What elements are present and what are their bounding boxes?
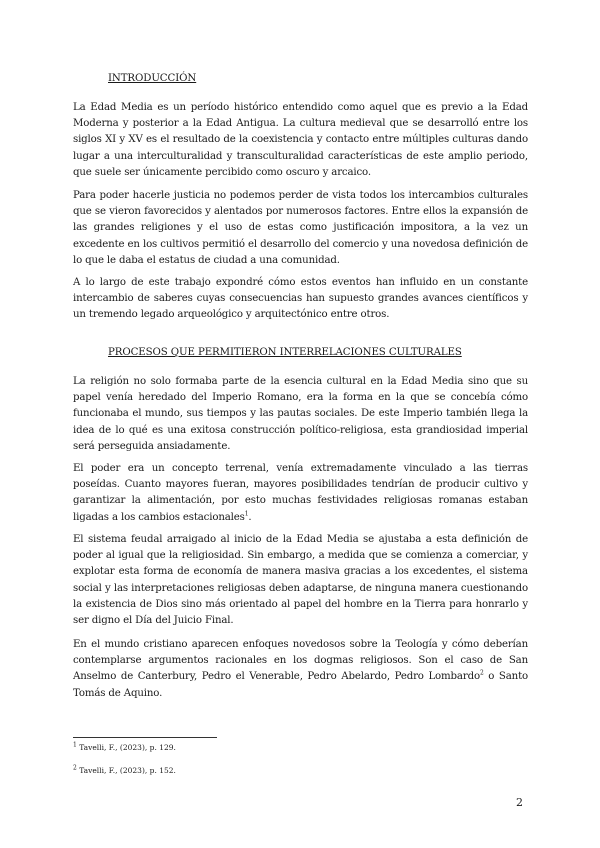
footnote-mark: 2	[73, 764, 77, 772]
footnote-1	[73, 743, 176, 753]
paragraph-end: o Santo Tomás de Aquino.	[73, 671, 528, 699]
intro-paragraph-2	[73, 188, 528, 269]
procesos-paragraph-3	[73, 532, 528, 629]
paragraph-text: La Edad Media es un período histórico entendido como aquel que es previo a la Edad Moderna y posterior a la Edad Antigua. La cultura medieval que se desarrolló entre los siglos XI y XV es el resultado de la coexistencia y contacto entre múltiples culturas dando lugar a una interculturalidad y transculturalidad características de este amplio periodo, que suele ser únicamente percibido como oscuro y arcaico.	[73, 102, 528, 178]
intro-paragraph-1	[73, 100, 528, 181]
page-number: 2	[516, 796, 523, 809]
section-heading-procesos: PROCESOS QUE PERMITIERON INTERRELACIONES CULTURALES	[108, 347, 462, 358]
footnote-divider	[73, 737, 217, 738]
intro-paragraph-3	[73, 275, 528, 324]
procesos-paragraph-4	[73, 637, 528, 702]
procesos-paragraph-1	[73, 374, 528, 455]
paragraph-text: Para poder hacerle justicia no podemos perder de vista todos los intercambios culturales que se vieron favorecidos y alentados por numerosos factores. Entre ellos la expansión de las grandes religiones y el uso de estas como justificación impositora, a la vez un excedente en los cultivos permitió el desarrollo del comercio y una novedosa definición de lo que le daba el estatus de ciudad a una comunidad.	[73, 190, 528, 266]
paragraph-end: .	[248, 511, 252, 523]
procesos-paragraph-2	[73, 461, 528, 526]
footnote-ref-2[interactable]: 2	[479, 670, 484, 678]
footnote-2	[73, 766, 176, 776]
paragraph-text: El poder era un concepto terrenal, venía extremadamente vinculado a las tierras poseídas. Cuanto mayores fueran, mayores posibilidades tendrían de producir cultivo y garantizar la alimentación, por esto muchas festividades religiosas romanas estaban ligadas a los cambios estacionales	[73, 463, 528, 523]
footnote-mark: 1	[73, 741, 77, 749]
paragraph-text: La religión no solo formaba parte de la esencia cultural en la Edad Media sino que su papel venía heredado del Imperio Romano, era la forma en la que se concebía cómo funcionaba el mundo, sus tiempos y las pautas sociales. De este Imperio también llega la idea de lo qué es una exitosa construcción político-religiosa, esta grandiosidad imperial será perseguida ansiadamente.	[73, 376, 528, 452]
footnote-ref-1[interactable]: 1	[244, 510, 249, 518]
paragraph-text: En el mundo cristiano aparecen enfoques novedosos sobre la Teología y cómo deberían contemplarse argumentos racionales en los dogmas religiosos. Son el caso de San Anselmo de Canterbury, Pedro el Venerable, Pedro Abelardo, Pedro Lombardo	[73, 639, 528, 683]
paragraph-text: A lo largo de este trabajo expondré cómo estos eventos han influido en un constante intercambio de saberes cuyas consecuencias han supuesto grandes avances científicos y un tremendo legado arqueológico y arquitectónico entre otros.	[73, 277, 528, 321]
footnote-text: Tavelli, F., (2023), p. 152.	[76, 766, 176, 775]
footnote-text: Tavelli, F., (2023), p. 129.	[76, 743, 176, 752]
paragraph-text: El sistema feudal arraigado al inicio de la Edad Media se ajustaba a esta definición de poder al igual que la religiosidad. Sin embargo, a medida que se comienza a comerciar, y explotar esta forma de economía de manera masiva gracias a los excedentes, el sistema social y las interpretaciones religiosas deben adaptarse, de ninguna manera cuestionando la existencia de Dios sino más orientado al papel del hombre en la Tierra para honrarlo y ser digno el Día del Juicio Final.	[73, 534, 528, 627]
section-heading-introduccion: INTRODUCCIÓN	[108, 73, 197, 84]
